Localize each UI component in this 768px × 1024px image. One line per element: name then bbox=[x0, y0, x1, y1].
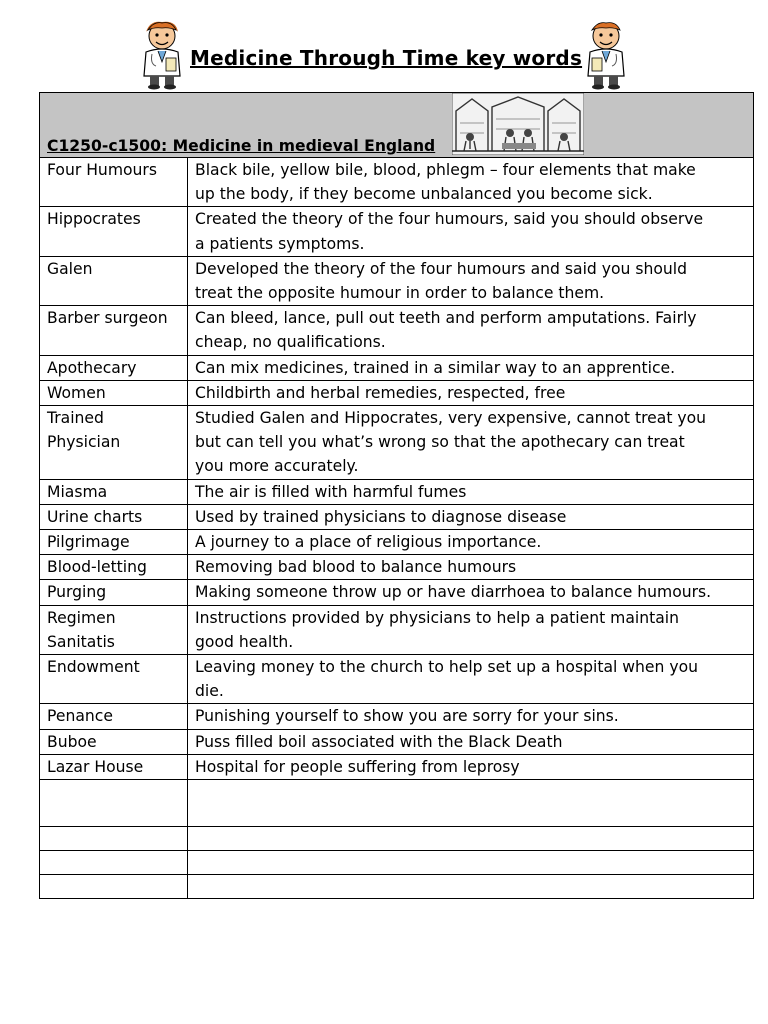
definition-text: Instructions provided by physicians to help a patient maintain bbox=[195, 608, 680, 627]
term-cell bbox=[40, 754, 188, 779]
empty-cell bbox=[188, 875, 754, 899]
definition-text: good health. bbox=[195, 632, 294, 651]
table-row bbox=[40, 729, 754, 754]
table-row bbox=[40, 655, 754, 704]
term-cell bbox=[40, 256, 188, 305]
term-cell bbox=[40, 605, 188, 654]
term-text: Four Humours bbox=[47, 161, 157, 179]
definition-text: A journey to a place of religious importance. bbox=[195, 533, 542, 552]
empty-table-row bbox=[40, 875, 754, 899]
definition-cell bbox=[188, 406, 754, 480]
table-row bbox=[40, 504, 754, 529]
definition-text: you more accurately. bbox=[195, 457, 359, 476]
term-text: Hippocrates bbox=[47, 210, 141, 229]
table-row bbox=[40, 355, 754, 380]
table-row bbox=[40, 555, 754, 580]
term-text: Regimen bbox=[47, 608, 116, 627]
table-row bbox=[40, 306, 754, 355]
definition-text: Can mix medicines, trained in a similar way to an apprentice. bbox=[195, 358, 676, 377]
definition-cell bbox=[188, 479, 754, 504]
definition-text: up the body, if they become unbalanced you become sick. bbox=[195, 185, 653, 204]
empty-cell bbox=[188, 851, 754, 875]
empty-cell bbox=[40, 875, 188, 899]
term-text: Apothecary bbox=[47, 358, 137, 377]
definition-cell bbox=[188, 355, 754, 380]
term-text: Physician bbox=[47, 433, 121, 452]
definition-text: Used by trained physicians to diagnose disease bbox=[195, 507, 567, 526]
doctor-cartoon-icon bbox=[136, 18, 188, 90]
definition-text: Leaving money to the church to help set up a hospital when you bbox=[195, 658, 699, 677]
definition-cell bbox=[188, 530, 754, 555]
definition-cell bbox=[188, 704, 754, 729]
term-text: Buboe bbox=[47, 732, 97, 751]
term-text: Purging bbox=[47, 583, 107, 602]
section-header-row bbox=[40, 93, 754, 158]
definition-text: treat the opposite humour in order to balance them. bbox=[195, 284, 605, 303]
definition-text: Making someone throw up or have diarrhoea to balance humours. bbox=[195, 583, 712, 602]
table-row bbox=[40, 406, 754, 480]
table-row bbox=[40, 256, 754, 305]
section-title: C1250-c1500: Medicine in medieval England bbox=[47, 137, 436, 155]
term-cell bbox=[40, 306, 188, 355]
definition-text: Puss filled boil associated with the Black Death bbox=[195, 732, 563, 751]
table-row bbox=[40, 580, 754, 605]
term-text: Penance bbox=[47, 707, 113, 726]
definition-cell bbox=[188, 207, 754, 256]
term-cell bbox=[40, 479, 188, 504]
table-row bbox=[40, 207, 754, 256]
definition-text: but can tell you what’s wrong so that the apothecary can treat bbox=[195, 433, 685, 452]
definition-text: Developed the theory of the four humours and said you should bbox=[195, 259, 688, 278]
term-text: Urine charts bbox=[47, 507, 143, 526]
definition-cell bbox=[188, 605, 754, 654]
term-cell bbox=[40, 555, 188, 580]
definition-text: Removing bad blood to balance humours bbox=[195, 558, 517, 577]
term-text: Women bbox=[47, 383, 106, 402]
definition-text: Hospital for people suffering from leprosy bbox=[195, 757, 520, 776]
term-text: Lazar House bbox=[47, 757, 144, 776]
term-text: Miasma bbox=[47, 482, 108, 501]
page-header bbox=[0, 0, 768, 92]
keywords-table bbox=[39, 92, 754, 899]
table-row bbox=[40, 479, 754, 504]
definition-cell bbox=[188, 580, 754, 605]
definition-text: Childbirth and herbal remedies, respected, free bbox=[195, 383, 566, 402]
definition-cell bbox=[188, 306, 754, 355]
definition-cell bbox=[188, 655, 754, 704]
doctor-cartoon-icon bbox=[580, 18, 632, 90]
term-text: Blood-letting bbox=[47, 558, 147, 577]
empty-cell bbox=[40, 780, 188, 827]
term-cell bbox=[40, 158, 188, 207]
empty-cell bbox=[40, 851, 188, 875]
term-cell bbox=[40, 729, 188, 754]
definition-cell bbox=[188, 380, 754, 405]
term-text: Endowment bbox=[47, 658, 140, 677]
medieval-engraving-image bbox=[452, 93, 584, 155]
term-cell bbox=[40, 207, 188, 256]
empty-cell bbox=[40, 827, 188, 851]
table-row bbox=[40, 704, 754, 729]
definition-text: Studied Galen and Hippocrates, very expensive, cannot treat you bbox=[195, 409, 707, 428]
term-text: Galen bbox=[47, 259, 93, 278]
definition-text: Can bleed, lance, pull out teeth and perform amputations. Fairly bbox=[195, 309, 697, 328]
empty-cell bbox=[188, 780, 754, 827]
table-row bbox=[40, 158, 754, 207]
definition-text: Created the theory of the four humours, said you should observe bbox=[195, 210, 704, 229]
term-cell bbox=[40, 504, 188, 529]
term-cell bbox=[40, 655, 188, 704]
definition-cell bbox=[188, 729, 754, 754]
definition-text: die. bbox=[195, 682, 224, 701]
empty-table-row bbox=[40, 780, 754, 827]
term-text: Trained bbox=[47, 409, 104, 428]
term-text: Barber surgeon bbox=[47, 309, 168, 328]
table-row bbox=[40, 754, 754, 779]
table-row bbox=[40, 530, 754, 555]
page-title: Medicine Through Time key words bbox=[190, 46, 583, 70]
table-row bbox=[40, 605, 754, 654]
definition-text: Black bile, yellow bile, blood, phlegm – four elements that make bbox=[195, 161, 696, 179]
term-cell bbox=[40, 530, 188, 555]
empty-table-row bbox=[40, 827, 754, 851]
section-header-cell bbox=[40, 93, 754, 158]
term-cell bbox=[40, 380, 188, 405]
term-cell bbox=[40, 355, 188, 380]
table-row bbox=[40, 380, 754, 405]
definition-cell bbox=[188, 256, 754, 305]
term-text: Pilgrimage bbox=[47, 533, 130, 552]
term-cell bbox=[40, 406, 188, 480]
term-text: Sanitatis bbox=[47, 632, 115, 651]
term-cell bbox=[40, 580, 188, 605]
definition-cell bbox=[188, 555, 754, 580]
definition-text: cheap, no qualifications. bbox=[195, 333, 386, 352]
definition-text: Punishing yourself to show you are sorry for your sins. bbox=[195, 707, 619, 726]
definition-cell bbox=[188, 504, 754, 529]
definition-text: a patients symptoms. bbox=[195, 234, 365, 253]
keywords-table-container bbox=[39, 92, 753, 899]
term-cell bbox=[40, 704, 188, 729]
definition-text: The air is filled with harmful fumes bbox=[195, 482, 467, 501]
definition-cell bbox=[188, 158, 754, 207]
empty-table-row bbox=[40, 851, 754, 875]
definition-cell bbox=[188, 754, 754, 779]
empty-cell bbox=[188, 827, 754, 851]
